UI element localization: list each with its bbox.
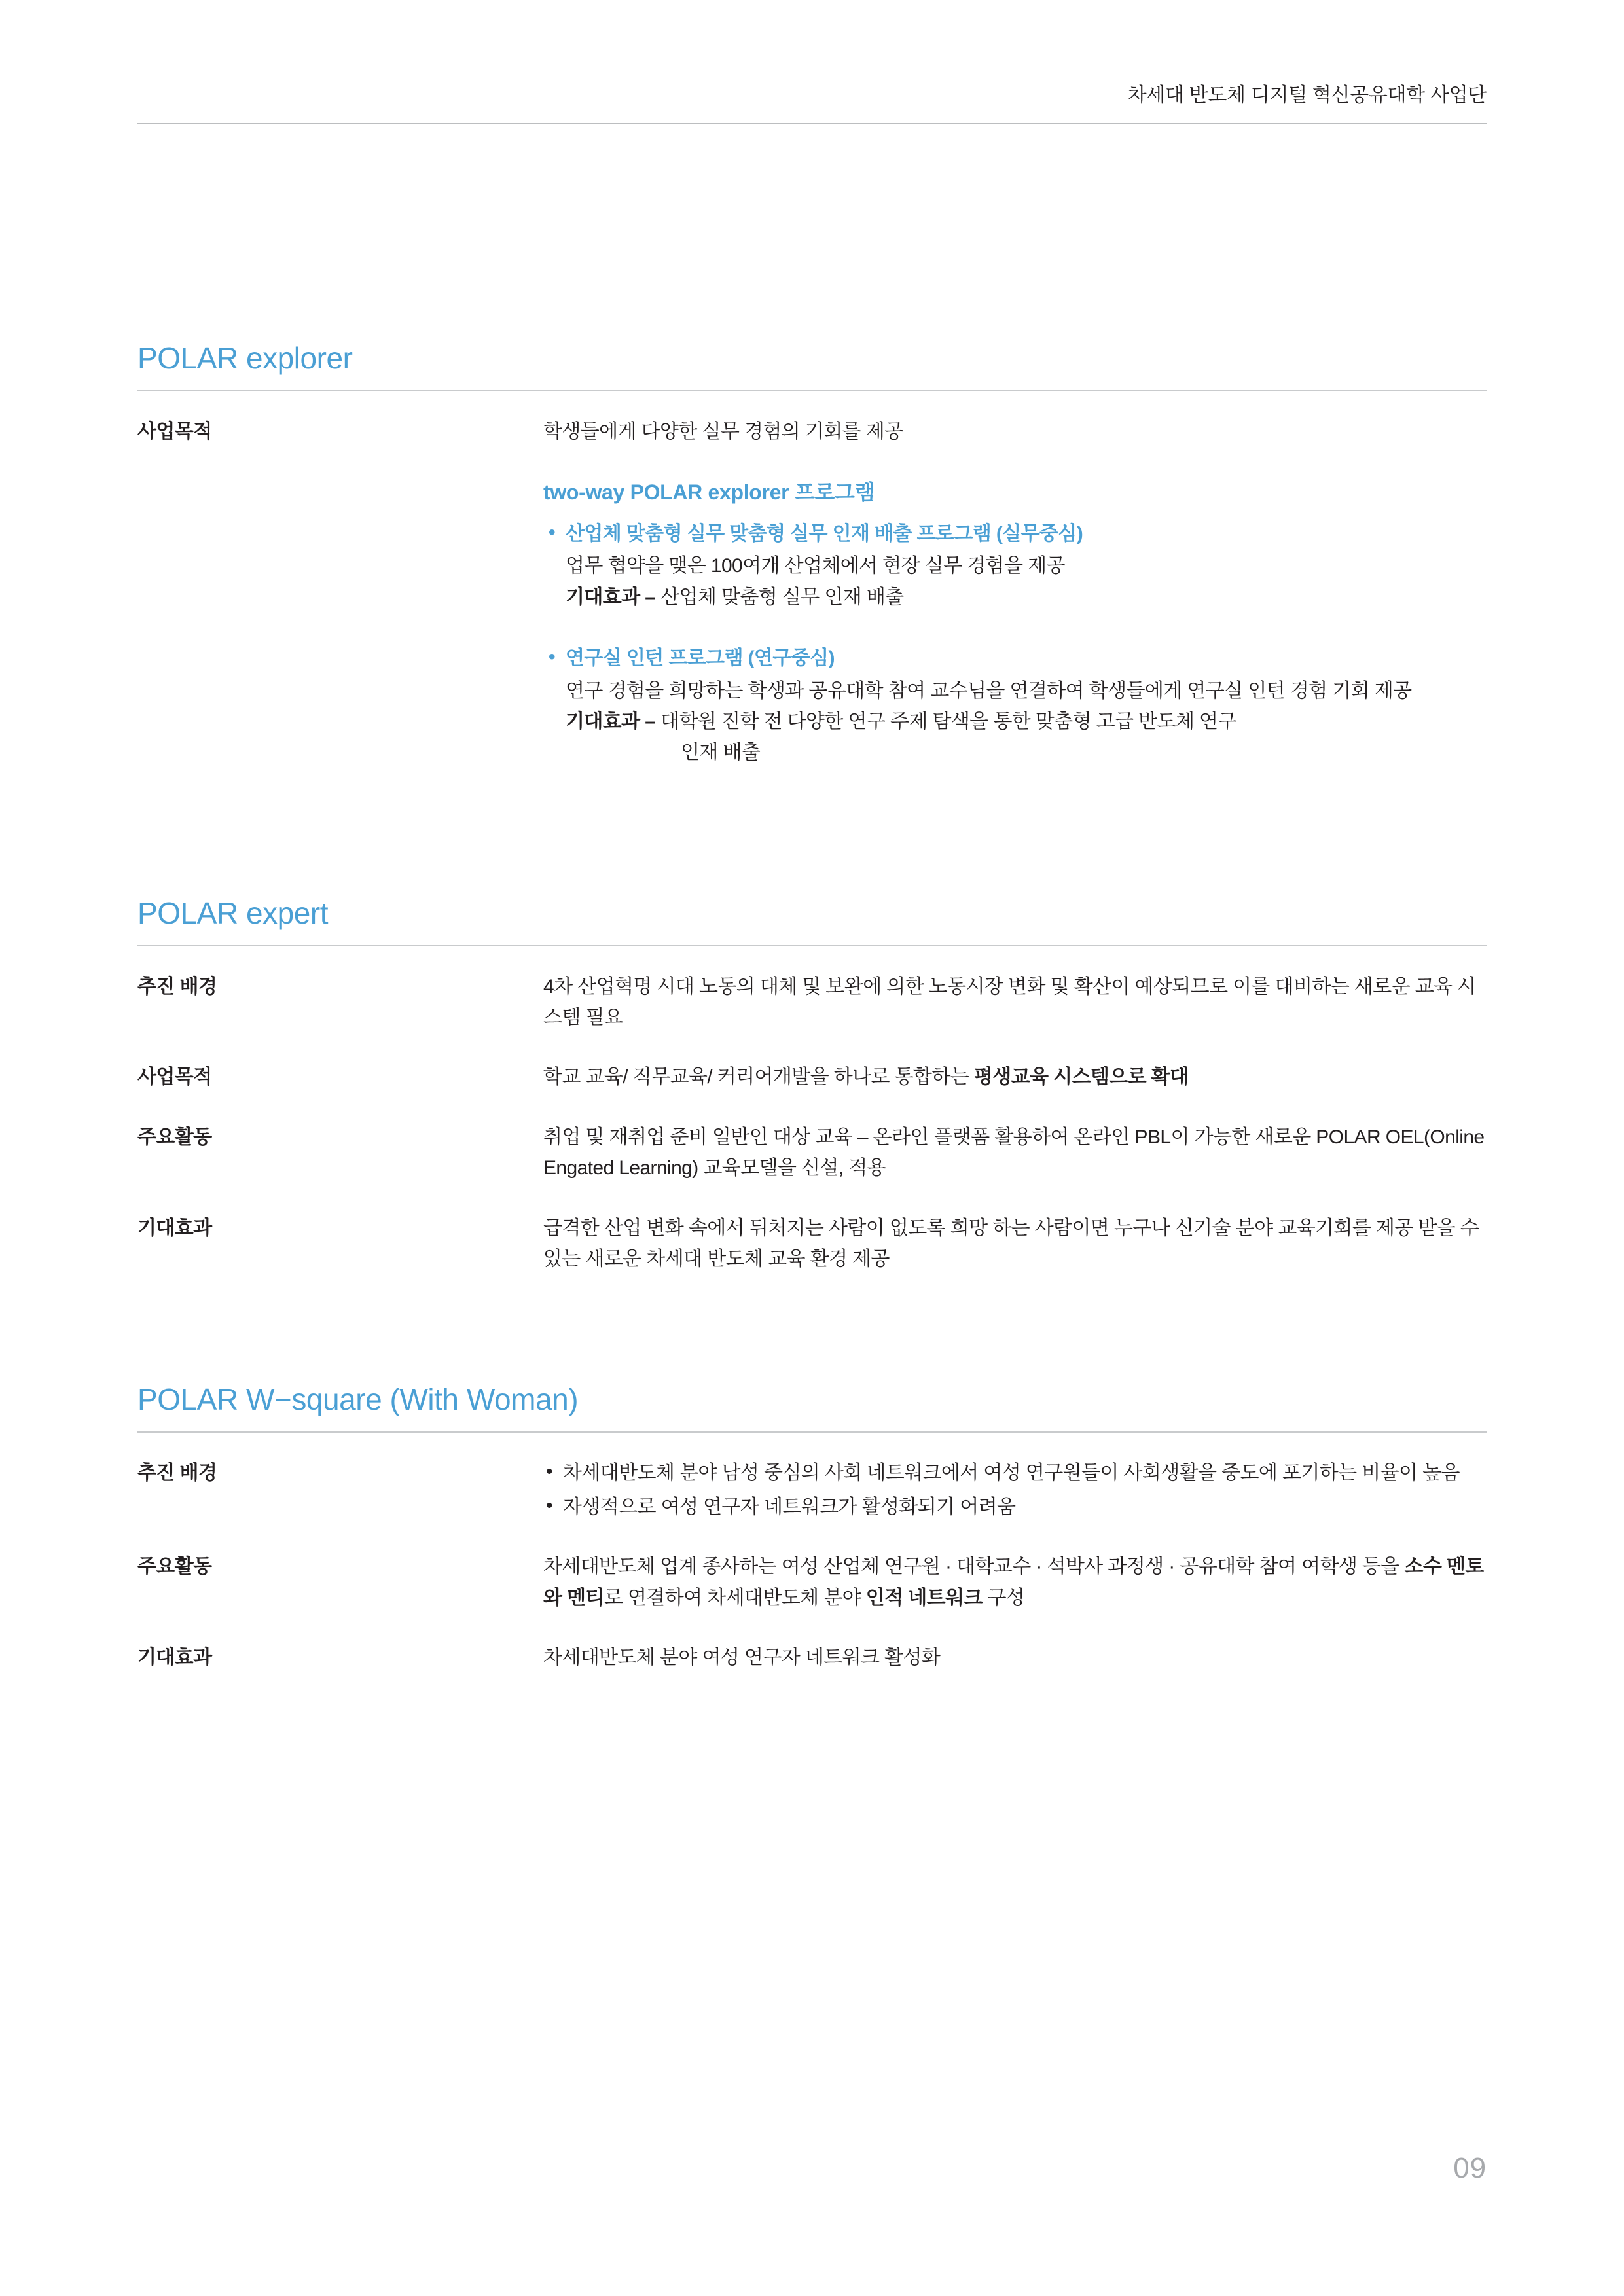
section-gap <box>137 1303 1487 1382</box>
section-divider <box>137 945 1487 946</box>
bullet-description: 업무 협약을 맺은 100여개 산업체에서 현장 실무 경험을 제공 <box>566 555 1065 577</box>
purpose-text-emphasis: 평생교육 시스템으로 확대 <box>973 1066 1189 1088</box>
effect-label: 기대효과 – <box>566 586 656 608</box>
activity-text-emphasis-2: 인적 네트워크 <box>865 1587 983 1609</box>
document-content <box>137 340 1487 1702</box>
bullet-effect <box>543 706 1487 768</box>
purpose-text-lead: 학교 교육/ 직무교육/ 커리어개발을 하나로 통합하는 <box>543 1066 974 1088</box>
effect-text: 대학원 진학 전 다양한 연구 주제 탐색을 통한 맞춤형 고급 반도체 연구 <box>660 710 1236 732</box>
row-label: 기대효과 <box>137 1646 212 1668</box>
list-item: • 자생적으로 여성 연구자 네트워크가 활성화되기 어려움 <box>543 1492 1487 1522</box>
section-divider <box>137 390 1487 391</box>
row-body <box>543 416 1487 768</box>
row-expected-effect <box>137 1642 1487 1673</box>
program-bullet-2 <box>543 643 1487 768</box>
activity-text-emphasis-1: 소수 멘토와 멘티 <box>543 1556 1484 1609</box>
bullet-effect <box>543 582 1487 613</box>
document-header <box>137 79 1487 122</box>
row-label: 주요활동 <box>137 1126 212 1148</box>
effect-label: 기대효과 – <box>566 710 656 732</box>
program-title: two-way POLAR explorer 프로그램 <box>543 480 875 505</box>
row-main-activity <box>137 1551 1487 1613</box>
section-divider <box>137 1431 1487 1433</box>
row-label: 사업목적 <box>137 1066 212 1088</box>
row-body: 4차 산업혁명 시대 노동의 대체 및 보완에 의한 노동시장 변화 및 확산이 예상되므로 이를 대비하는 새로운 교육 시스템 필요 <box>543 975 1476 1029</box>
row-body: 취업 및 재취업 준비 일반인 대상 교육 – 온라인 플랫폼 활용하여 온라인 PBL이 가능한 새로운 POLAR OEL(Online Engated Learning) 교육모델을 신설, 적용 <box>543 1126 1485 1179</box>
section-polar-explorer <box>137 340 1487 768</box>
bullet-description: 연구 경험을 희망하는 학생과 공유대학 참여 교수님을 연결하여 학생들에게 연구실 인턴 경험 기회 제공 <box>566 679 1412 702</box>
row-label: 주요활동 <box>137 1556 212 1578</box>
section-polar-w-square <box>137 1382 1487 1673</box>
row-expected-effect <box>137 1213 1487 1275</box>
row-main-activity <box>137 1122 1487 1184</box>
program-bullet-1 <box>543 518 1487 613</box>
row-background <box>137 1458 1487 1522</box>
page-number: 09 <box>1453 2152 1487 2184</box>
section-polar-expert <box>137 895 1487 1275</box>
list-item: • 차세대반도체 분야 남성 중심의 사회 네트워크에서 여성 연구원들이 사회생활을 중도에 포기하는 비율이 높음 <box>543 1458 1487 1488</box>
row-body: 차세대반도체 분야 여성 연구자 네트워크 활성화 <box>543 1646 941 1668</box>
row-business-purpose <box>137 416 1487 768</box>
row-body <box>543 1458 1487 1522</box>
row-body <box>543 1551 1487 1613</box>
spacer <box>543 447 1487 476</box>
row-business-purpose <box>137 1062 1487 1092</box>
bullet-heading: • 산업체 맞춤형 실무 맞춤형 실무 인재 배출 프로그램 (실무중심) <box>543 518 1487 549</box>
section-title: POLAR explorer <box>137 341 353 375</box>
row-background <box>137 971 1487 1033</box>
activity-text-a: 차세대반도체 업계 종사하는 여성 산업체 연구원 · 대학교수 · 석박사 과정생 · 공유대학 참여 여학생 등을 <box>543 1556 1405 1578</box>
running-title: 차세대 반도체 디지털 혁신공유대학 사업단 <box>1127 84 1487 106</box>
row-label: 추진 배경 <box>137 1462 217 1484</box>
row-label: 추진 배경 <box>137 975 217 997</box>
row-body: 급격한 산업 변화 속에서 뒤처지는 사람이 없도록 희망 하는 사람이면 누구나 신기술 분야 교육기회를 제공 받을 수 있는 새로운 차세대 반도체 교육 환경 제공 <box>543 1217 1479 1270</box>
header-divider <box>137 123 1487 124</box>
section-title: POLAR expert <box>137 895 329 930</box>
row-label: 기대효과 <box>137 1217 212 1239</box>
effect-continuation: 인재 배출 <box>681 742 761 764</box>
section-title: POLAR W−square (With Woman) <box>137 1382 579 1417</box>
row-label: 사업목적 <box>137 421 212 442</box>
activity-text-c: 로 연결하여 차세대반도체 분야 <box>604 1587 866 1609</box>
effect-text: 산업체 맞춤형 실무 인재 배출 <box>660 586 904 608</box>
section-gap <box>137 797 1487 895</box>
bullet-heading: • 연구실 인턴 프로그램 (연구중심) <box>543 643 1487 673</box>
row-body <box>543 1062 1487 1092</box>
purpose-intro: 학생들에게 다양한 실무 경험의 기회를 제공 <box>543 421 903 442</box>
activity-text-e: 구성 <box>982 1587 1025 1609</box>
